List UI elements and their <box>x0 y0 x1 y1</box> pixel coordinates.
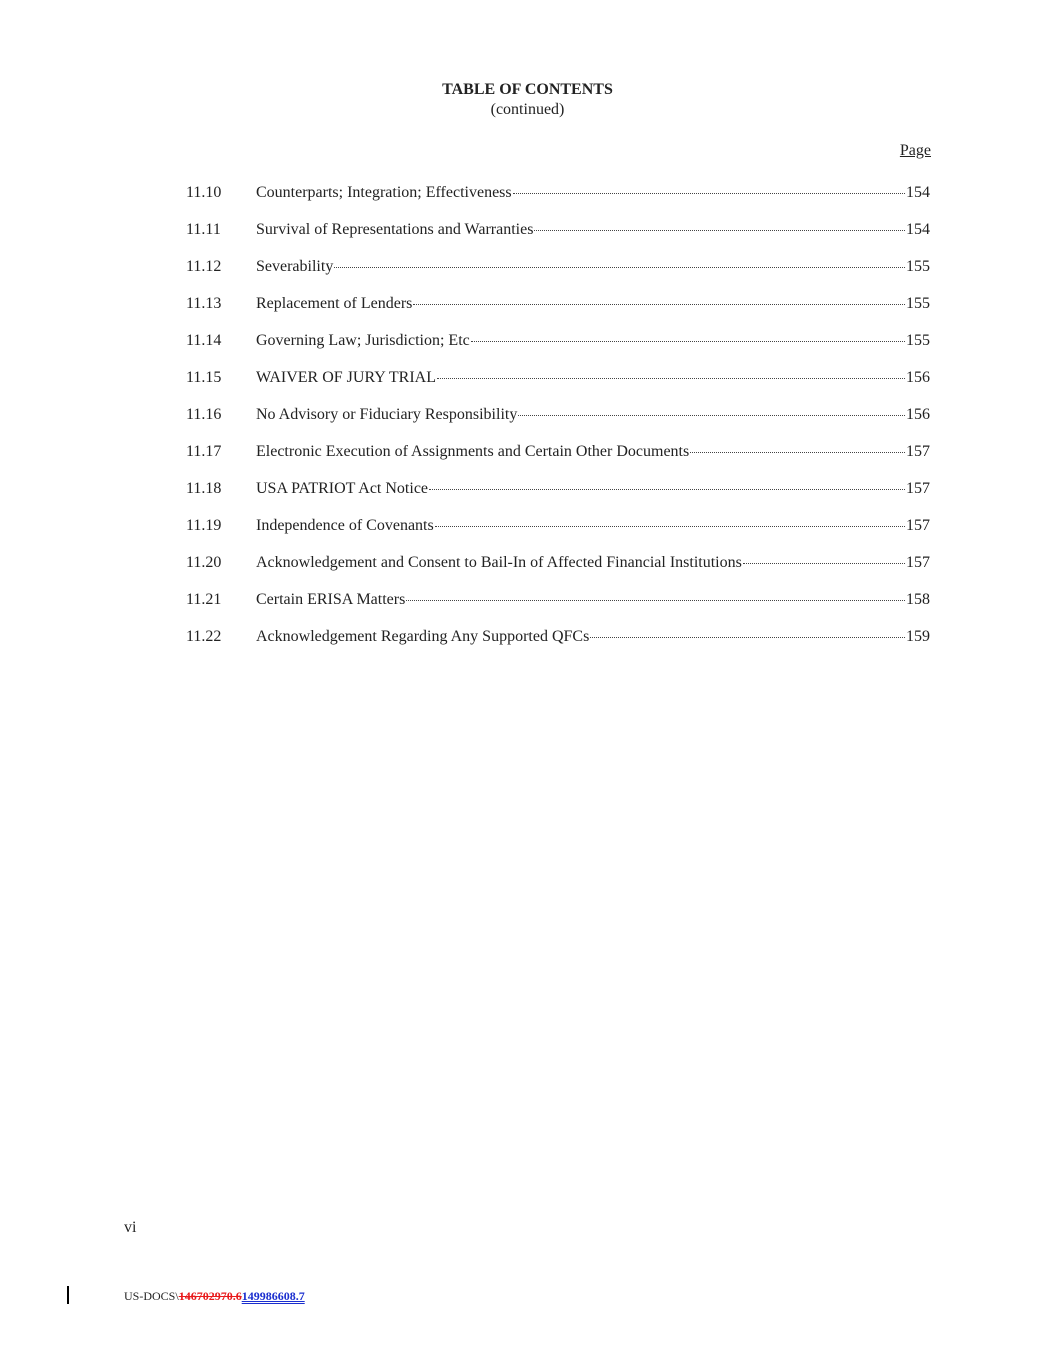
toc-entry[interactable] <box>186 590 930 627</box>
document-id <box>124 1288 305 1304</box>
dot-leader <box>334 267 905 268</box>
toc-entry-number: 11.12 <box>186 258 222 275</box>
dot-leader <box>590 637 905 638</box>
page-column-label: Page <box>899 142 931 159</box>
dot-leader <box>471 341 905 342</box>
toc-entry[interactable] <box>186 627 930 664</box>
toc-entry-number: 11.13 <box>186 295 222 312</box>
revision-change-bar <box>67 1286 69 1304</box>
toc-entry-number: 11.18 <box>186 480 222 497</box>
toc-entry[interactable] <box>186 516 930 553</box>
toc-entry-title: Acknowledgement and Consent to Bail-In of Affected Financial Institutions <box>256 554 742 571</box>
toc-entry-page: 156 <box>906 406 930 423</box>
toc-entry-number: 11.10 <box>186 184 222 201</box>
toc-entry-page: 156 <box>906 369 930 386</box>
dot-leader <box>534 230 905 231</box>
dot-leader <box>406 600 905 601</box>
toc-entry-title: Governing Law; Jurisdiction; Etc <box>256 332 470 349</box>
toc-entry-page: 157 <box>906 480 930 497</box>
doc-id-deleted: 146702970.6 <box>178 1289 242 1303</box>
toc-entry-page: 154 <box>906 184 930 201</box>
toc-entry-number: 11.15 <box>186 369 222 386</box>
toc-entry-number: 11.22 <box>186 628 222 645</box>
dot-leader <box>429 489 905 490</box>
toc-entry[interactable] <box>186 220 930 257</box>
toc-entry-number: 11.21 <box>186 591 222 608</box>
toc-entry-title: Certain ERISA Matters <box>256 591 406 608</box>
doc-id-prefix: US-DOCS\ <box>124 1289 179 1303</box>
toc-entry[interactable] <box>186 294 930 331</box>
dot-leader <box>435 526 905 527</box>
dot-leader <box>743 563 905 564</box>
toc-entry-page: 157 <box>906 443 930 460</box>
toc-entry-page: 157 <box>906 554 930 571</box>
toc-entry[interactable] <box>186 183 930 220</box>
toc-entry-title: Counterparts; Integration; Effectiveness <box>256 184 512 201</box>
toc-entry-title: Acknowledgement Regarding Any Supported QFCs <box>256 628 590 645</box>
toc-entry-number: 11.14 <box>186 332 222 349</box>
dot-leader <box>413 304 905 305</box>
toc-entry-title: Electronic Execution of Assignments and Certain Other Documents <box>256 443 690 460</box>
dot-leader <box>513 193 905 194</box>
toc-subtitle: (continued) <box>490 101 565 118</box>
toc-entry-page: 157 <box>906 517 930 534</box>
dot-leader <box>690 452 905 453</box>
toc-entry-number: 11.19 <box>186 517 222 534</box>
toc-entry-number: 11.17 <box>186 443 222 460</box>
toc-entry-page: 155 <box>906 295 930 312</box>
toc-entry[interactable] <box>186 257 930 294</box>
toc-entry-page: 155 <box>906 332 930 349</box>
toc-entry-title: Severability <box>256 258 334 275</box>
dot-leader <box>518 415 905 416</box>
toc-entry-page: 154 <box>906 221 930 238</box>
toc-entry[interactable] <box>186 442 930 479</box>
toc-title: TABLE OF CONTENTS <box>442 81 613 98</box>
toc-entry-title: WAIVER OF JURY TRIAL <box>256 369 437 386</box>
toc-list <box>186 183 930 664</box>
toc-entry[interactable] <box>186 331 930 368</box>
toc-entry[interactable] <box>186 553 930 590</box>
doc-id-inserted: 149986608.7 <box>241 1289 305 1303</box>
toc-entry-title: No Advisory or Fiduciary Responsibility <box>256 406 518 423</box>
toc-entry-number: 11.20 <box>186 554 222 571</box>
toc-entry[interactable] <box>186 479 930 516</box>
toc-entry[interactable] <box>186 405 930 442</box>
dot-leader <box>437 378 905 379</box>
toc-entry-title: Independence of Covenants <box>256 517 434 534</box>
toc-entry-title: Survival of Representations and Warranties <box>256 221 534 238</box>
toc-entry-title: Replacement of Lenders <box>256 295 413 312</box>
toc-entry[interactable] <box>186 368 930 405</box>
toc-entry-page: 159 <box>906 628 930 645</box>
page-number: vi <box>124 1219 137 1236</box>
toc-entry-title: USA PATRIOT Act Notice <box>256 480 429 497</box>
toc-entry-number: 11.11 <box>186 221 221 238</box>
toc-entry-page: 155 <box>906 258 930 275</box>
toc-entry-page: 158 <box>906 591 930 608</box>
toc-entry-number: 11.16 <box>186 406 222 423</box>
